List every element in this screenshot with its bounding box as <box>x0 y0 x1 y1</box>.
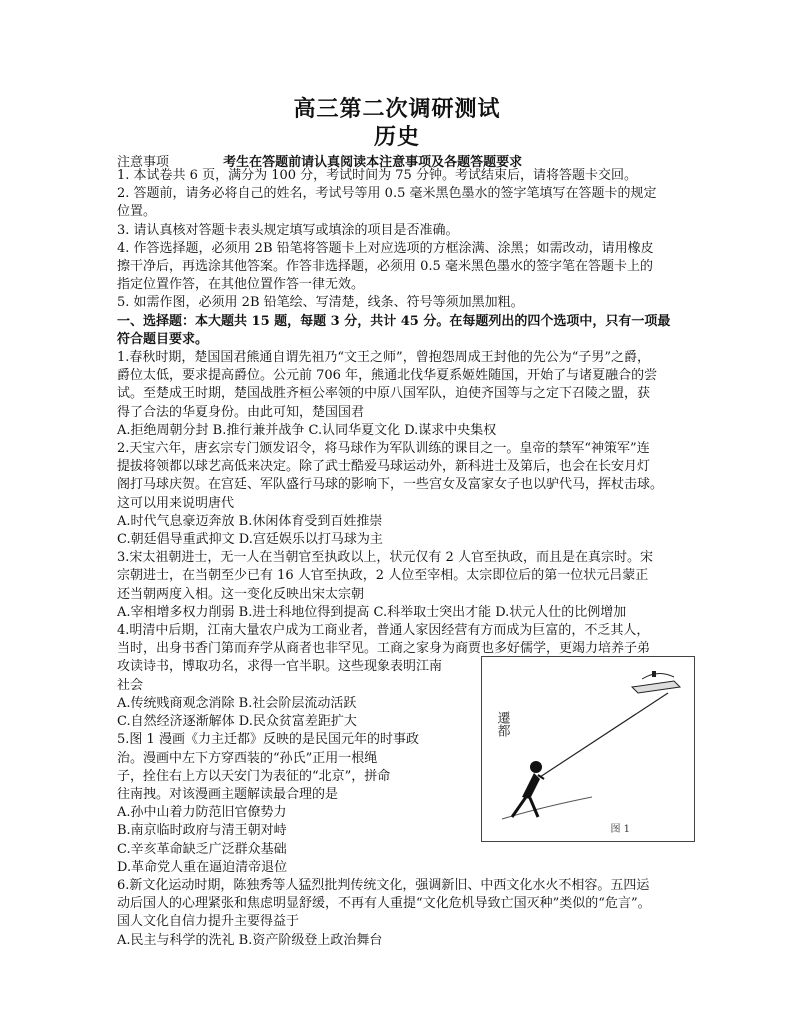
option-line: D.革命党人重在逼迫清帝退位 <box>117 859 288 875</box>
notice-line: 5. 如需作图，必须用 2B 铅笔绘、写清楚，线条、符号等须加黑加粗。 <box>117 295 524 311</box>
question-line: 动后国人的心理紧张和焦虑明显舒缓，不再有人重提“文化危机导致亡国灭种”类似的“危言”。 <box>117 896 651 912</box>
question-line: 社会 <box>117 677 144 693</box>
rope-line <box>540 693 668 777</box>
question-line: 当时，出身书香门第而弃学从商者也非罕见。工商之家身为商贾也多好儒学，更竭力培养子弟 <box>117 641 651 657</box>
question-line: 阁打马球庆贺。在宫廷、军队盛行马球的影响下，一些宫女及富家女子也以驴代马，挥杖击球。 <box>117 477 664 493</box>
notice-line: 4. 作答选择题，必须用 2B 铅笔将答题卡上对应选项的方框涂满、涂黑；如需改动，请用橡皮 <box>117 240 654 256</box>
question-line: 6.新文化运动时期，陈独秀等人猛烈批判传统文化，强调新旧、中西文化水火不相容。五四运 <box>117 877 650 893</box>
option-line: A.宰相增多权力削弱 B.进士科地位得到提高 C.科举取士突出才能 D.状元人仕的比例增加 <box>117 604 627 620</box>
option-line: C.朝廷倡导重武抑文 D.宫廷娱乐以打马球为主 <box>117 532 383 548</box>
option-line: A.民主与科学的洗礼 B.资产阶级登上政治舞台 <box>117 932 383 948</box>
option-line: A.孙中山着力防范旧官僚势力 <box>117 805 287 821</box>
notice-header: 考生在答题前请认真阅读本注意事项及各题答题要求 <box>223 155 523 170</box>
option-line: C.辛亥革命缺乏广泛群众基础 <box>117 841 287 857</box>
question-line: 治。漫画中左下方穿西装的“孙氏”正用一根绳 <box>117 750 378 766</box>
notice-line: 位置。 <box>117 204 157 220</box>
notice-line: 擦干净后，再选涂其他答案。作答非选择题，必须用 0.5 毫米黑色墨水的签字笔在答题卡上的 <box>117 259 653 275</box>
notice-label: 注意事项 <box>117 155 170 170</box>
notice-line: 3. 请认真核对答题卡表头规定填写或填涂的项目是否准确。 <box>117 222 459 238</box>
exam-subject: 历史 <box>373 124 420 150</box>
question-line: 2.天宝六年，唐玄宗专门颁发诏令，将马球作为军队训练的课目之一。皇帝的禁军“神策军”连 <box>117 441 650 457</box>
question-line: 子，拴住右上方以天安门为表征的“北京”，拼命 <box>117 768 391 784</box>
option-line: A.时代气息豪迈奔放 B.休闲体育受到百姓推崇 <box>117 513 383 529</box>
cartoon-figure <box>481 656 695 842</box>
notice-line: 1. 本试卷共 6 页，满分为 100 分，考试时间为 75 分钟。考试结束后，请将答题卡交回。 <box>117 168 637 183</box>
question-line: 往南拽。对该漫画主题解读最合理的是 <box>117 786 339 802</box>
question-line: 攻读诗书，博取功名，求得一官半职。这些现象表明江南 <box>117 659 443 675</box>
question-line: 国人文化自信力提升主要得益于 <box>117 914 300 930</box>
question-line: 试。至楚成王时期，楚国战胜齐桓公率领的中原八国军队，迫使齐国等与之定下召陵之盟，获 <box>117 386 651 402</box>
notice-line: 指定位置作答，在其他位置作答一律无效。 <box>117 277 365 293</box>
option-line: A.拒绝周朝分封 B.推行兼并战争 C.认同华夏文化 D.谋求中央集权 <box>117 422 497 438</box>
notice-line: 2. 答题前，请务必将自己的姓名，考试号等用 0.5 毫米黑色墨水的签字笔填写在答题卡的规定 <box>117 186 657 202</box>
question-line: 提拔将领都以球艺高低来决定。除了武士酷爱马球运动外，新科进士及第后，也会在长安月灯 <box>117 459 651 475</box>
ground-line <box>502 797 592 819</box>
question-line: 4.明清中后期，江南大量农户成为工商业者，普通人家因经营有方而成为巨富的，不乏其人， <box>117 623 650 639</box>
question-line: 3.宋太祖朝进士，无一人在当朝官至执政以上，状元仅有 2 人官至执政，而且是在真宗时。宋 <box>117 550 653 566</box>
exam-title: 高三第二次调研测试 <box>293 96 501 122</box>
section-heading: 一、选择题：本大题共 15 题，每题 3 分，共计 45 分。在每题列出的四个选项中，只有一项最 <box>117 313 671 329</box>
section-heading: 符合题目要求。 <box>117 331 209 347</box>
option-line: B.南京临时政府与清王朝对峙 <box>117 823 287 839</box>
question-line: 爵位太低，要求提高爵位。公元前 706 年，熊通北伐华夏系姬姓随国，开始了与诸夏融合的尝 <box>117 368 658 384</box>
question-line: 5.图 1 漫画《力主迁都》反映的是民国元年的时事政 <box>117 732 419 748</box>
option-line: A.传统贱商观念消除 B.社会阶层流动活跃 <box>117 695 357 711</box>
tiananmen-icon <box>632 671 680 693</box>
question-line: 还当朝两度入相。这一变化反映出宋太宗朝 <box>117 586 365 602</box>
option-line: C.自然经济逐渐解体 D.民众贫富差距扩大 <box>117 714 357 730</box>
question-line: 宗朝进士，在当朝至少已有 16 人官至执政，2 人位至宰相。太宗即位后的第一位状元吕蒙正 <box>117 568 649 584</box>
question-line: 1.春秋时期，楚国国君熊通自谓先祖乃“文王之师”，曾抱怨周成王封他的先公为“子男”之爵， <box>117 350 650 366</box>
cartoon-text: 遷都 <box>494 711 510 737</box>
figure-caption: 图 1 <box>610 824 630 835</box>
question-line: 这可以用来说明唐代 <box>117 495 235 511</box>
question-line: 得了合法的华夏身份。由此可知，楚国国君 <box>117 404 365 420</box>
cartoon-drawing <box>482 657 694 841</box>
